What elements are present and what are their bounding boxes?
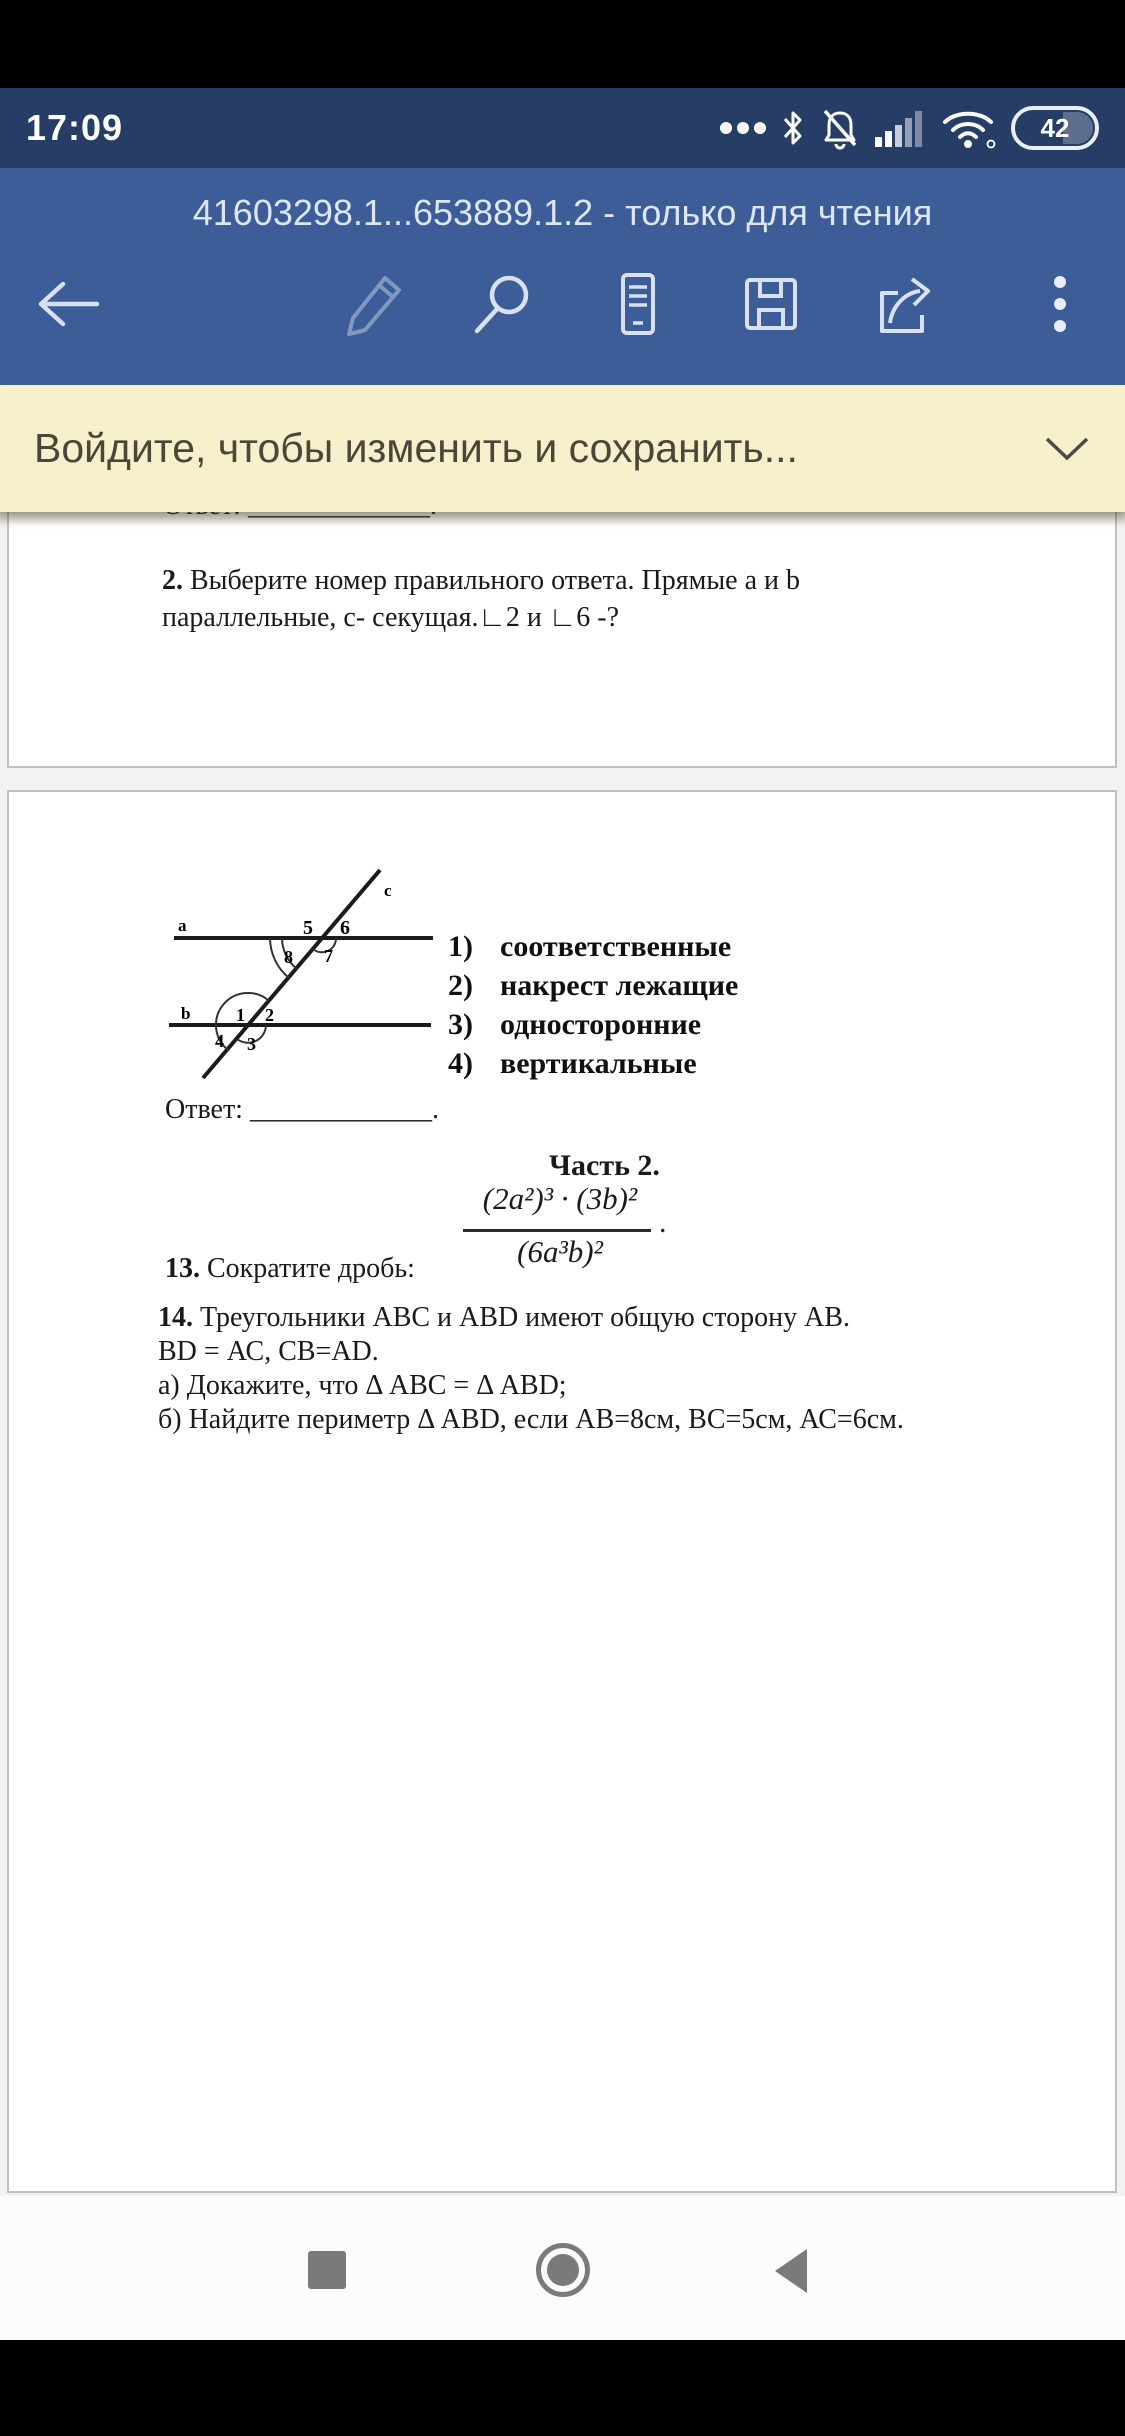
fraction-numerator: (2a²)³ · (3b)² <box>482 1181 638 1216</box>
mobile-view-button[interactable] <box>602 268 674 340</box>
back-icon <box>35 277 101 331</box>
signal-strength-icon <box>875 109 927 147</box>
recents-square-icon[interactable] <box>308 2251 346 2289</box>
option-3-label: односторонние <box>500 1008 702 1041</box>
question-14-text: Треугольники АВС и АВD имеют общую сторону АВ. <box>200 1302 850 1333</box>
edit-pencil-icon <box>341 270 407 338</box>
edit-button[interactable] <box>338 268 410 340</box>
app-header <box>0 168 1125 385</box>
question-2-number: 2. <box>162 565 183 596</box>
save-icon <box>739 272 803 336</box>
angle-3: 3 <box>247 1034 256 1054</box>
question-14-line2: BD = АС, СВ=АD. <box>158 1336 379 1367</box>
question-13-text: Сократите дробь: <box>207 1253 415 1284</box>
option-2-number: 2) <box>448 969 473 1002</box>
angle-2: 2 <box>265 1005 274 1025</box>
chevron-down-icon <box>1043 436 1091 462</box>
wifi-icon <box>941 106 997 150</box>
question-13-number: 13. <box>165 1253 200 1284</box>
back-triangle-glyph <box>773 2248 809 2294</box>
option-1-number: 1) <box>448 930 473 963</box>
question-14-line1 <box>158 1301 904 1335</box>
angle-1: 1 <box>236 1005 245 1025</box>
parallel-lines-diagram <box>147 844 467 1094</box>
fraction-period: . <box>659 1206 667 1239</box>
option-4 <box>448 1045 738 1084</box>
battery-icon <box>1011 106 1099 150</box>
label-line-c: c <box>384 881 392 900</box>
document-page-2 <box>7 790 1117 2193</box>
search-button[interactable] <box>465 268 537 340</box>
label-line-b: b <box>181 1004 191 1023</box>
more-icon <box>719 120 767 136</box>
android-nav-bar <box>0 2196 1125 2340</box>
document-title: 41603298.1...653889.1.2 - только для чтения <box>192 192 933 233</box>
mobile-view-icon <box>606 271 670 337</box>
overflow-menu-button[interactable] <box>1024 268 1096 340</box>
notifications-off-icon <box>819 106 861 150</box>
angle-5: 5 <box>303 917 313 939</box>
question-13 <box>165 1253 415 1285</box>
share-icon <box>870 271 938 337</box>
save-button[interactable] <box>735 268 807 340</box>
option-2 <box>448 967 738 1006</box>
option-4-number: 4) <box>448 1047 473 1080</box>
question-14-line4: б) Найдите периметр Δ АВD, если АВ=8см, ВС=5см, АС=6см. <box>158 1404 904 1435</box>
part-2-heading: Часть 2. <box>549 1149 660 1182</box>
clock: 17:09 <box>26 107 124 148</box>
signin-banner[interactable] <box>0 385 1125 512</box>
option-2-label: накрест лежащие <box>500 969 739 1002</box>
search-icon <box>469 271 533 337</box>
question-2 <box>162 562 922 636</box>
overflow-menu-icon <box>1052 274 1068 334</box>
document-page-1 <box>7 498 1117 768</box>
battery-percent: 42 <box>1040 112 1070 143</box>
fraction-bar <box>463 1229 651 1232</box>
back-button[interactable] <box>32 268 104 340</box>
home-icon-dot <box>547 2254 579 2286</box>
question-14 <box>158 1301 904 1437</box>
home-circle-icon[interactable] <box>536 2243 590 2297</box>
share-button[interactable] <box>868 268 940 340</box>
bottom-black-strip <box>0 2340 1125 2436</box>
option-3 <box>448 1006 738 1045</box>
back-triangle-icon[interactable] <box>773 2248 809 2294</box>
option-4-label: вертикальные <box>500 1047 697 1080</box>
banner-shadow <box>0 512 1125 526</box>
question-2-text: Выберите номер правильного ответа. Прямые а и b параллельные, с- секущая.∟2 и ∟6 -? <box>162 565 800 633</box>
answer-options <box>448 928 738 1084</box>
document-area[interactable] <box>0 385 1125 2196</box>
bluetooth-icon <box>781 107 805 149</box>
angle-8: 8 <box>284 947 293 967</box>
angle-4: 4 <box>215 1031 224 1051</box>
status-icons <box>719 106 1099 150</box>
status-bar <box>0 88 1125 168</box>
question-14-line3: а) Докажите, что Δ АВС = Δ АВD; <box>158 1370 567 1401</box>
angle-7: 7 <box>324 946 333 966</box>
angle-6: 6 <box>340 917 350 939</box>
fraction-denominator: (6a³b)² <box>517 1234 603 1269</box>
option-3-number: 3) <box>448 1008 473 1041</box>
option-1 <box>448 928 738 967</box>
label-line-a: a <box>178 916 187 935</box>
answer-blank-q2: Ответ: _____________. <box>165 1094 439 1125</box>
option-1-label: соответственные <box>500 930 732 963</box>
signin-banner-text: Войдите, чтобы изменить и сохранить... <box>34 425 798 471</box>
question-14-number: 14. <box>158 1302 193 1333</box>
